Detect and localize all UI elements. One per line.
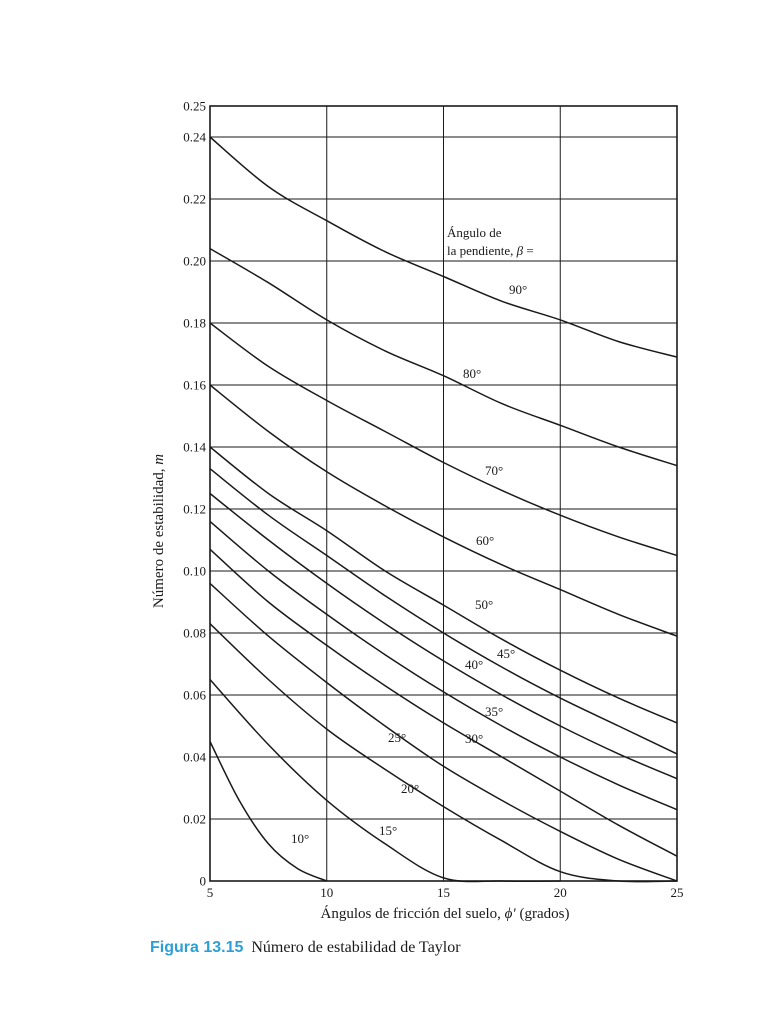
y-tick-label: 0.16 xyxy=(183,377,206,393)
y-tick-label: 0.20 xyxy=(183,253,206,269)
y-tick-label: 0.14 xyxy=(183,439,206,455)
legend-title-line2: la pendiente, β = xyxy=(447,243,534,258)
curve-label: 25° xyxy=(388,730,407,745)
curve-label: 15° xyxy=(379,823,398,838)
legend-title-line1: Ángulo de xyxy=(447,225,502,240)
series-line xyxy=(210,680,560,882)
x-tick-label: 15 xyxy=(437,885,450,900)
x-tick-labels xyxy=(207,885,684,900)
y-axis-label: Número de estabilidad, m xyxy=(151,453,167,609)
x-tick-label: 10 xyxy=(320,885,334,900)
x-axis-label: Ángulos de fricción del suelo, ϕ′ (grados) xyxy=(320,906,570,922)
curve-label: 50° xyxy=(475,597,494,612)
curve-label: 20° xyxy=(401,781,420,796)
y-tick-label: 0.10 xyxy=(183,563,206,579)
curve-label: 90° xyxy=(509,282,528,297)
x-tick-label: 25 xyxy=(670,885,684,900)
curve-label: 60° xyxy=(476,533,495,548)
figure-title: Número de estabilidad de Taylor xyxy=(251,939,461,956)
y-tick-label: 0.18 xyxy=(183,315,206,331)
curve-label: 80° xyxy=(463,366,482,381)
curve-label: 10° xyxy=(291,831,310,846)
figure-number: Figura 13.15 xyxy=(150,939,244,956)
series-line xyxy=(210,742,327,882)
y-tick-label: 0.02 xyxy=(183,811,206,827)
curve-label: 35° xyxy=(485,704,504,719)
x-tick-label: 20 xyxy=(553,885,567,900)
y-tick-label: 0.24 xyxy=(183,129,206,145)
figure-caption xyxy=(150,939,461,957)
grid xyxy=(210,106,677,881)
y-tick-label: 0.22 xyxy=(183,191,206,207)
y-tick-label: 0.08 xyxy=(183,625,206,641)
curve-label: 45° xyxy=(497,646,516,661)
y-tick-label: 0.25 xyxy=(183,98,206,114)
x-tick-label: 5 xyxy=(206,885,214,900)
y-tick-label: 0.06 xyxy=(183,687,206,703)
y-tick-labels xyxy=(183,99,206,889)
curve-label: 70° xyxy=(485,463,504,478)
y-tick-label: 0 xyxy=(199,873,206,889)
curve-label: 40° xyxy=(465,657,484,672)
y-tick-label: 0.12 xyxy=(183,501,206,517)
y-tick-label: 0.04 xyxy=(183,749,206,765)
curve-label: 30° xyxy=(465,731,484,746)
